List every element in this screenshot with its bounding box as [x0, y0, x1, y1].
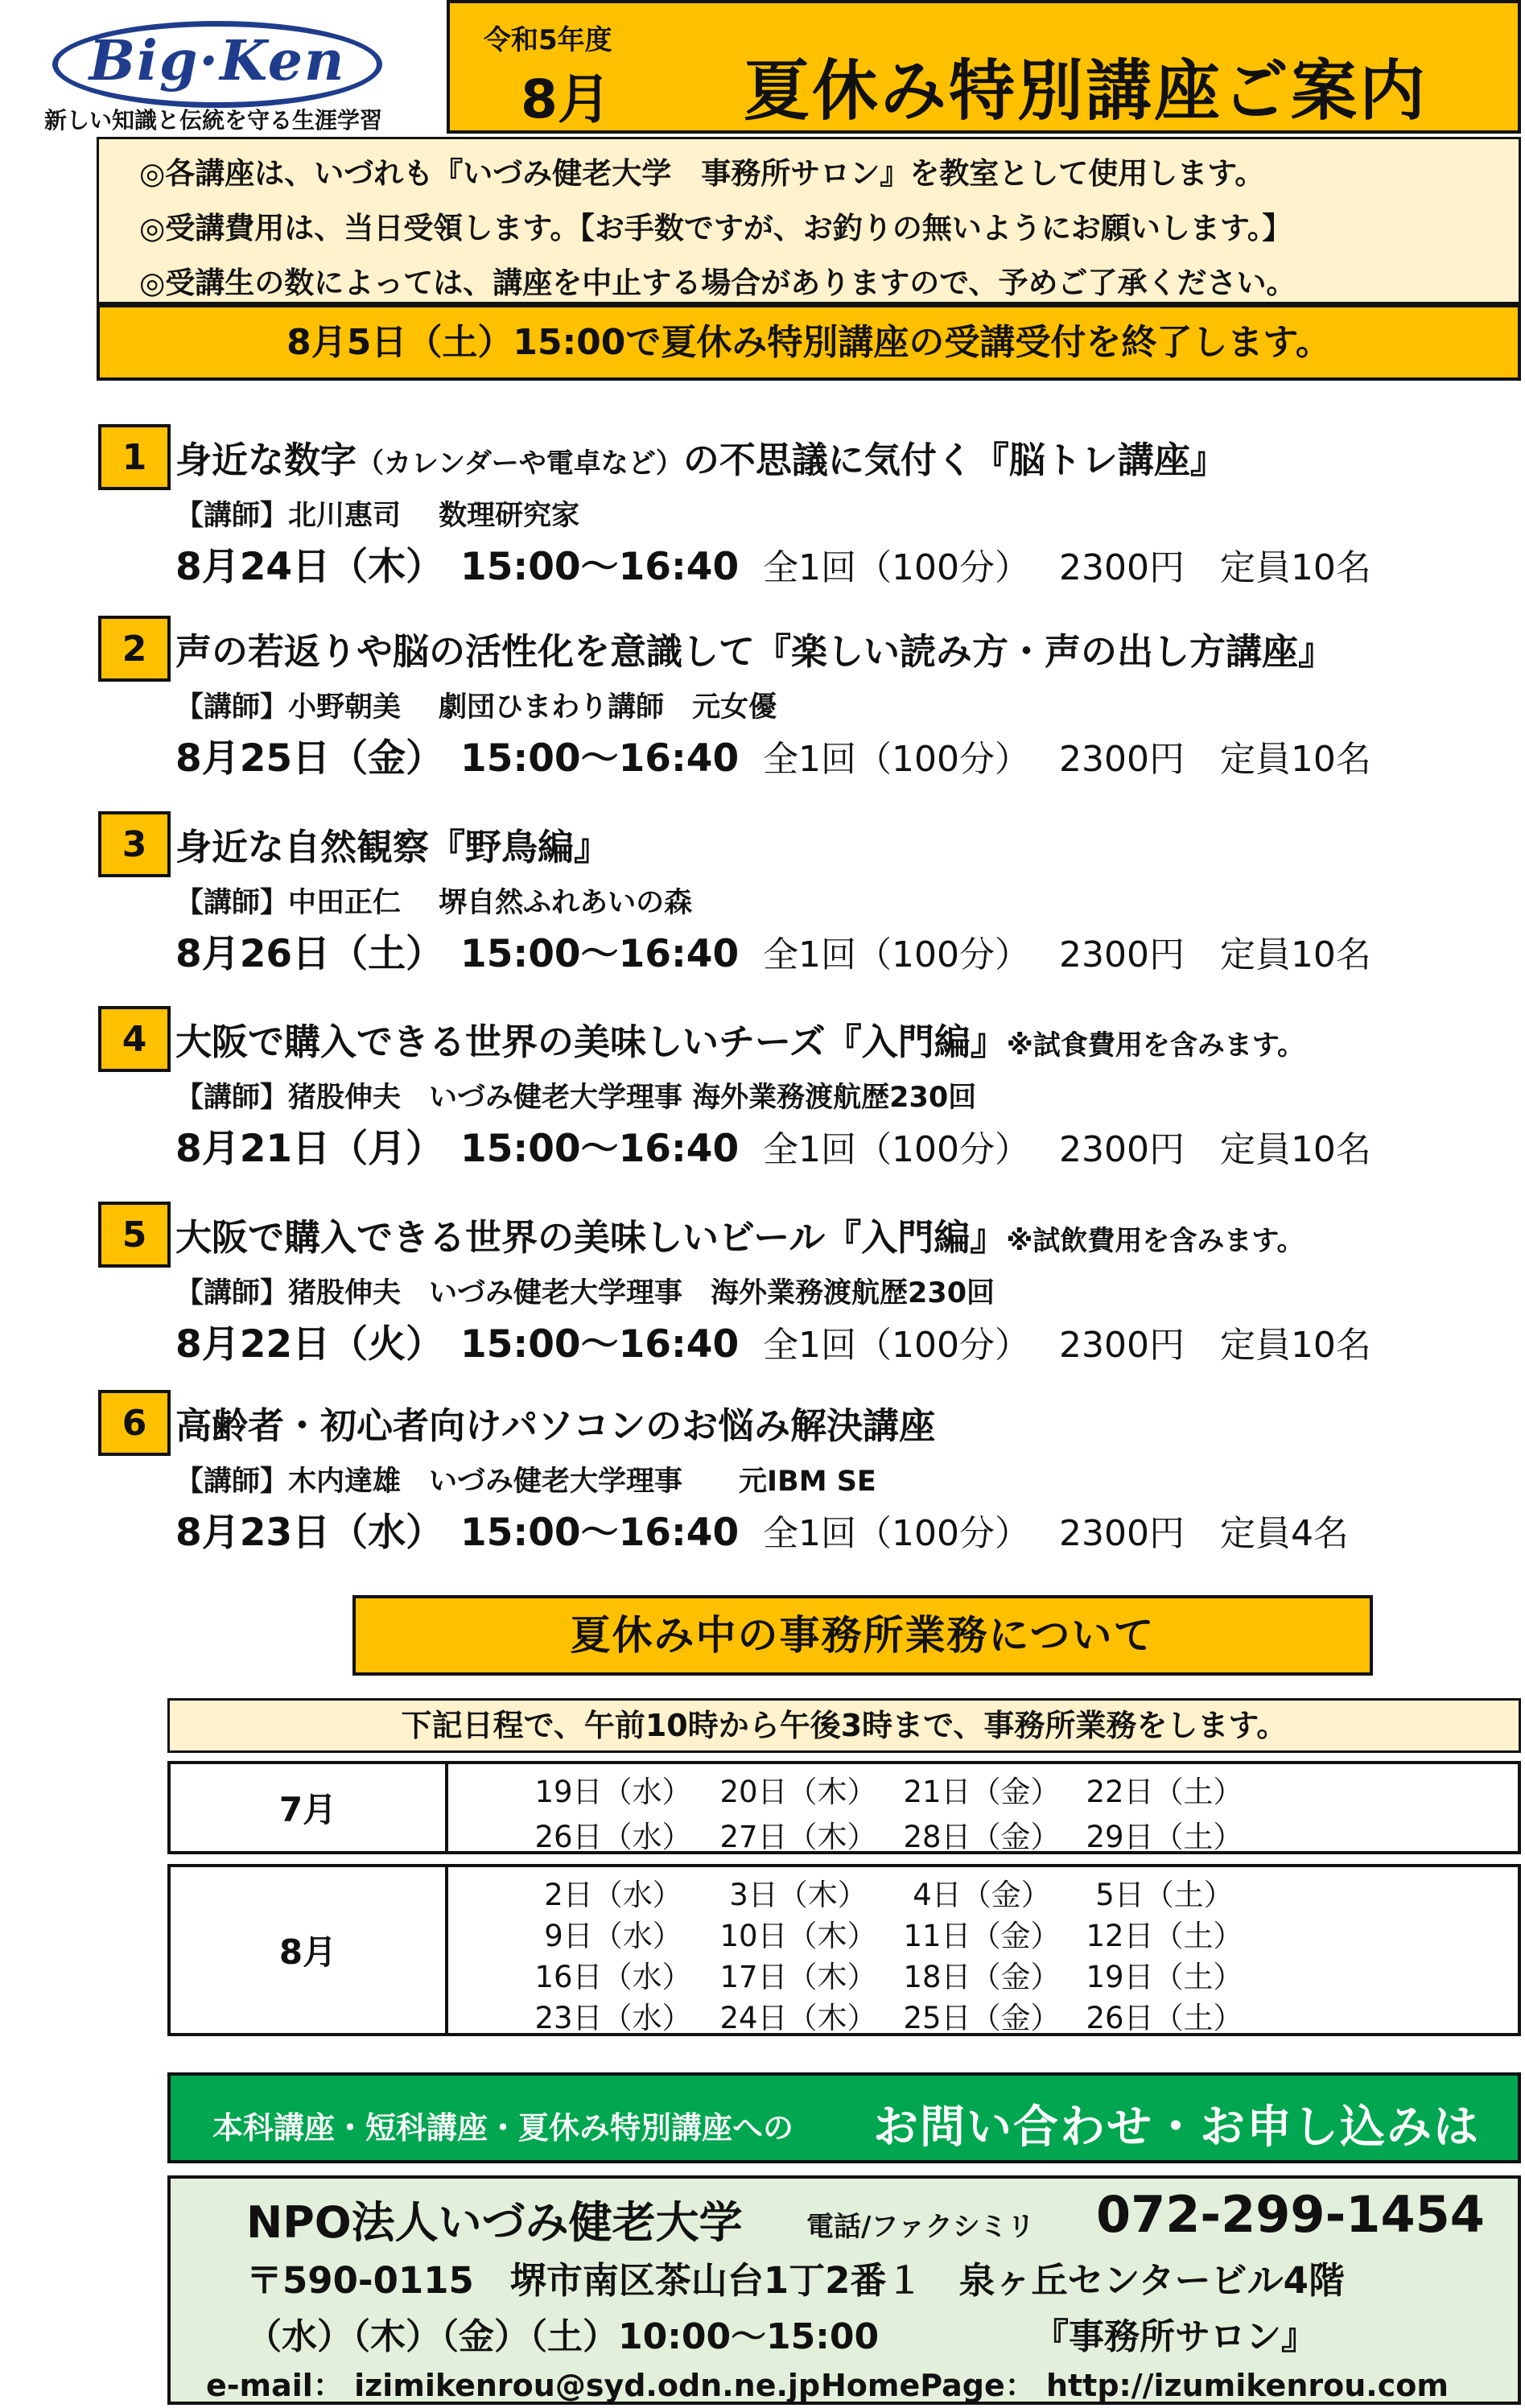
day-cell: 11日（金） [903, 1919, 1061, 1953]
course-title-note: （カレンダーや電卓など） [357, 447, 683, 480]
course-info: 全1回（100分） 2300円 定員10名 [763, 934, 1371, 975]
contact-banner-small: 本科講座・短科講座・夏休み特別講座への [212, 2110, 794, 2146]
august-schedule [167, 1864, 1521, 2036]
course-title [175, 1396, 935, 1449]
course-info: 全1回（100分） 2300円 定員10名 [763, 1129, 1371, 1170]
salon-name: 『事務所サロン』 [1033, 2316, 1317, 2357]
course-info: 全1回（100分） 2300円 定員10名 [763, 739, 1371, 780]
course-item [0, 811, 1525, 996]
course-title-text-2: の不思議に気付く『脳トレ講座』 [682, 439, 1226, 481]
logo [24, 14, 402, 135]
logo-tagline: 新しい知識と伝統を守る生涯学習 [43, 107, 382, 134]
course-lecturer: 【講師】小野朝美 劇団ひまわり講師 元女優 [175, 691, 777, 724]
course-lecturer: 【講師】猪股伸夫 いづみ健老大学理事 海外業務渡航歴230回 [175, 1082, 977, 1114]
course-title-text: 身近な自然観察『野鳥編』 [175, 826, 611, 868]
address: 〒590-0115 堺市南区茶山台1丁2番１ 泉ヶ丘センタービル4階 [246, 2259, 1345, 2302]
contact-banner-large: お問い合わせ・お申し込みは [873, 2101, 1480, 2154]
day-cell: 2日（水） [544, 1878, 682, 1912]
day-cell: 17日（木） [719, 1960, 877, 1994]
day-row [448, 1767, 1524, 1809]
logo-text: Big·Ken [89, 29, 346, 93]
course-time: 15:00～16:40 [460, 1127, 740, 1171]
course-title [175, 1208, 1304, 1260]
email-link[interactable]: e-mail： izimikenrou@syd.odn.ne.jp [206, 2368, 821, 2403]
course-info: 全1回（100分） 2300円 定員4名 [763, 1513, 1349, 1554]
day-cell: 29日（土） [1086, 1820, 1243, 1854]
course-item [0, 1006, 1525, 1191]
day-cell: 3日（木） [729, 1878, 868, 1912]
day-cell: 22日（土） [1086, 1775, 1243, 1809]
course-number: 4 [98, 1006, 171, 1072]
page-title: 夏休み特別講座ご案内 [744, 53, 1428, 130]
course-date: 8月24日（木） [175, 545, 444, 589]
course-date: 8月21日（月） [175, 1127, 444, 1171]
course-lecturer: 【講師】猪股伸夫 いづみ健老大学理事 海外業務渡航歴230回 [175, 1277, 995, 1309]
day-cell: 26日（土） [1086, 2001, 1243, 2035]
homepage-link[interactable]: HomePage： http://izumikenrou.com [821, 2368, 1449, 2403]
day-cell: 21日（金） [903, 1775, 1061, 1809]
day-cell: 12日（土） [1086, 1919, 1243, 1953]
day-row [448, 1812, 1524, 1854]
course-info: 全1回（100分） 2300円 定員10名 [763, 1325, 1371, 1366]
day-cell: 16日（水） [534, 1960, 692, 1994]
course-time: 15:00～16:40 [460, 1511, 740, 1555]
day-cell: 26日（水） [534, 1820, 692, 1854]
course-title [175, 622, 1334, 674]
course-number: 2 [98, 616, 171, 682]
course-title-note: ※試食費用を含みます。 [1006, 1029, 1305, 1062]
course-number: 6 [98, 1390, 171, 1456]
day-cell: 20日（木） [719, 1775, 877, 1809]
course-time: 15:00～16:40 [460, 932, 740, 976]
day-cell: 4日（金） [913, 1878, 1051, 1912]
course-number: 5 [98, 1202, 171, 1268]
day-cell: 25日（金） [903, 2001, 1061, 2035]
office-hours: （水）（木）（金）（土）10:00～15:00 [246, 2316, 880, 2357]
course-title [175, 431, 1226, 483]
course-time: 15:00～16:40 [460, 1322, 740, 1367]
course-title-text: 高齢者・初心者向けパソコンのお悩み解決講座 [175, 1404, 936, 1447]
day-cell: 24日（木） [719, 2001, 877, 2035]
course-title-text: 大阪で購入できる世界の美味しいチーズ『入門編』 [175, 1021, 1007, 1063]
phone-number[interactable]: 072-299-1454 [1096, 2185, 1485, 2244]
month-label: 7月 [171, 1764, 448, 1851]
course-date: 8月26日（土） [175, 932, 444, 976]
course-item [0, 424, 1525, 609]
course-title-text: 大阪で購入できる世界の美味しいビール『入門編』 [175, 1216, 1007, 1259]
day-row [448, 1994, 1524, 2035]
day-cell: 19日（水） [534, 1775, 692, 1809]
course-time: 15:00～16:40 [460, 545, 740, 589]
day-row [448, 1911, 1524, 1953]
course-item [0, 1202, 1525, 1387]
course-title-note: ※試飲費用を含みます。 [1006, 1225, 1304, 1257]
day-cell: 10日（木） [719, 1919, 877, 1953]
org-name: NPO法人いづみ健老大学 [246, 2197, 743, 2248]
course-info: 全1回（100分） 2300円 定員10名 [763, 547, 1371, 588]
title-year: 令和5年度 [484, 24, 612, 56]
course-date: 8月22日（火） [175, 1322, 444, 1367]
course-date: 8月25日（金） [175, 736, 444, 781]
course-lecturer: 【講師】木内達雄 いづみ健老大学理事 元IBM SE [175, 1466, 876, 1498]
course-title [175, 818, 610, 870]
day-cell: 9日（水） [544, 1919, 682, 1953]
course-title [175, 1012, 1304, 1065]
course-time: 15:00～16:40 [460, 736, 740, 781]
day-cell: 23日（水） [534, 2001, 692, 2035]
day-cell: 5日（土） [1095, 1878, 1234, 1912]
course-title-text: 身近な数字 [175, 439, 357, 481]
course-lecturer: 【講師】中田正仁 堺自然ふれあいの森 [175, 887, 693, 919]
notice-box [97, 137, 1521, 304]
course-number: 3 [98, 811, 171, 877]
course-lecturer: 【講師】北川惠司 数理研究家 [175, 500, 580, 532]
month-label: 8月 [171, 1867, 448, 2033]
notice-line: ◎各講座は、いづれも『いづみ健老大学 事務所サロン』を教室として使用します。 [139, 156, 1265, 191]
day-cell: 28日（金） [903, 1820, 1061, 1854]
day-cell: 19日（土） [1086, 1960, 1243, 1994]
course-item [0, 1390, 1525, 1575]
office-note: 下記日程で、午前10時から午後3時まで、事務所業務をします。 [167, 1698, 1521, 1753]
july-schedule [167, 1761, 1521, 1854]
course-number: 1 [98, 424, 171, 490]
title-month: 8月 [521, 68, 611, 130]
notice-line: ◎受講費用は、当日受領します。【お手数ですが、お釣りの無いようにお願いします。】 [139, 211, 1292, 245]
day-cell: 27日（木） [719, 1820, 877, 1854]
course-title-text: 声の若返りや脳の活性化を意識して『楽しい読み方・声の出し方講座』 [175, 630, 1335, 673]
day-row [448, 1870, 1524, 1912]
course-date: 8月23日（水） [175, 1511, 444, 1555]
notice-line: ◎受講生の数によっては、講座を中止する場合がありますので、予めご了承ください。 [139, 266, 1296, 300]
title-banner [447, 0, 1521, 134]
phone-label: 電話/ファクシミリ [806, 2211, 1035, 2243]
office-section-title: 夏休み中の事務所業務について [352, 1595, 1373, 1676]
contact-box [167, 2175, 1521, 2405]
deadline-banner: 8月5日（土）15:00で夏休み特別講座の受講受付を終了します。 [97, 304, 1521, 381]
course-item [0, 616, 1525, 801]
day-row [448, 1952, 1524, 1994]
contact-banner [167, 2072, 1521, 2163]
day-cell: 18日（金） [903, 1960, 1061, 1994]
